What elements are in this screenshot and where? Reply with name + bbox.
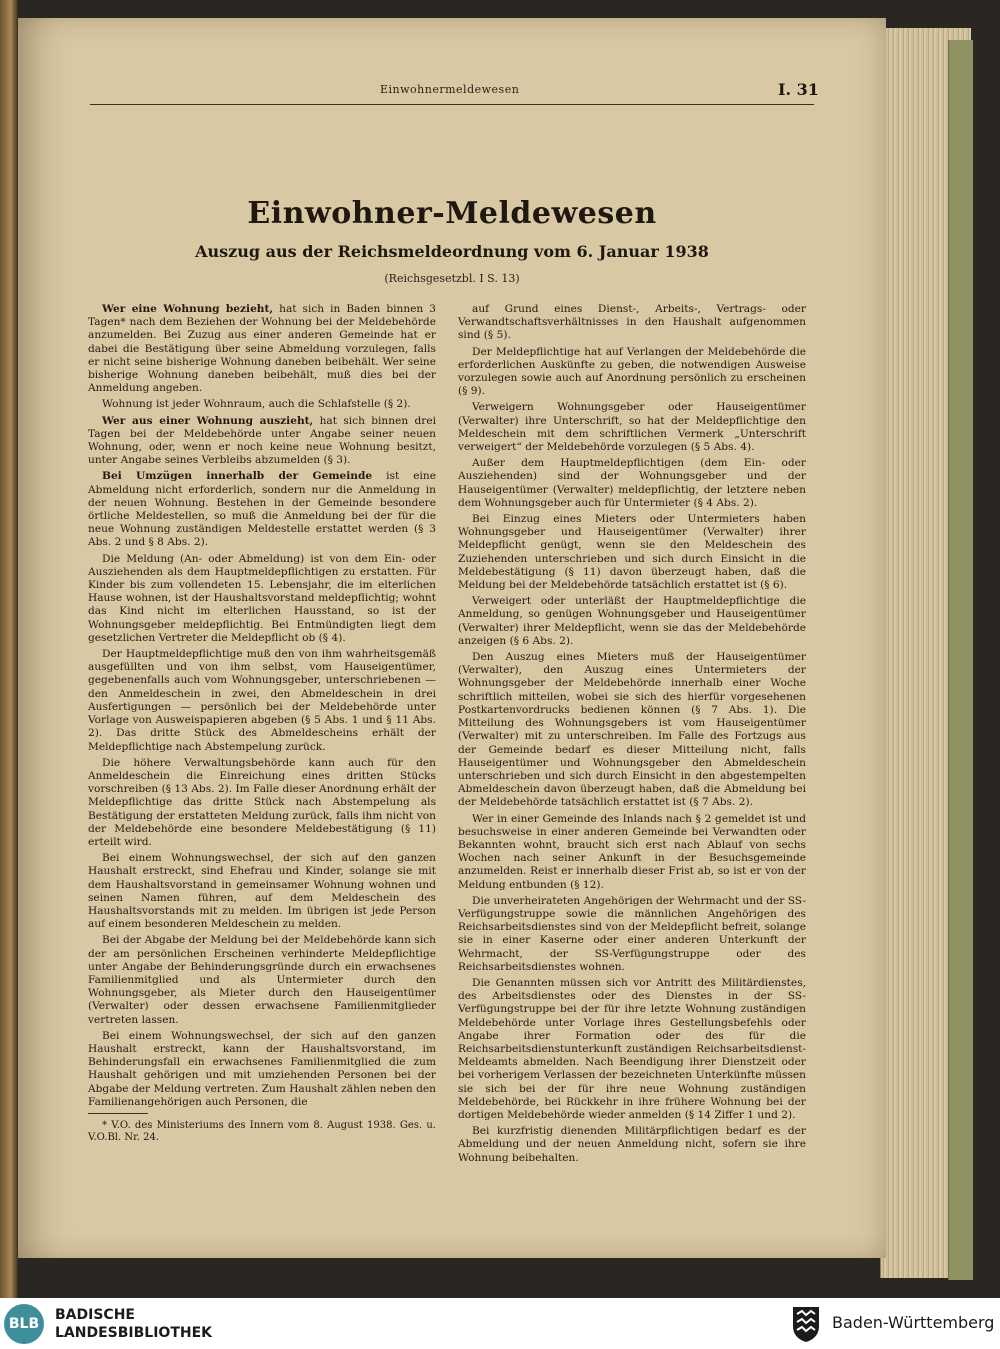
paragraph [88,934,436,1026]
paragraph [458,1125,806,1165]
paragraph-text: auf Grund eines Dienst-, Arbeits-, Vertrags- oder Verwandtschaftsverhältnisses in den Haushalt aufgenommen sind (§ 5). [458,303,806,342]
left-page-edge [0,0,18,1298]
paragraph [88,757,436,849]
paragraph [458,401,806,454]
running-title: Einwohnermeldewesen [380,83,520,96]
paragraph-text: Bei kurzfristig dienenden Militärpflichtigen bedarf es der Abmeldung und der neuen Anmeldung nicht, sofern sie ihre Wohnung beibehalten. [458,1125,806,1164]
paragraph-text: Den Auszug eines Mieters muß der Hauseigentümer (Verwalter), den Auszug eines Untermieters der Wohnungsgeber der Meldebehörde innerhalb einer Woche schriftlich mitteilen, wobei sie sich des hierfür vorgesehenen Postkartenvordrucks bedienen können (§ 7 Abs. 1). Die Mitteilung des Wohnungsgebers ist vom Hauseigentümer (Verwalter) mit zu unterschreiben. Im Falle des Fortzugs aus der Gemeinde bedarf es dieser Mitteilung nicht, falls Hauseigentümer und Wohnungsgeber den Abmeldeschein unterschrieben und sich durch Einsicht in den abgestempelten Abmeldeschein davon überzeugt haben, daß die Abmeldung bei der Meldebehörde tatsächlich erstattet ist (§ 7 Abs. 2). [458,651,806,809]
paragraph [88,1030,436,1109]
paragraph [458,595,806,648]
source-citation: (Reichsgesetzbl. I S. 13) [384,272,520,285]
bw-label[interactable]: Baden-Württemberg [832,1313,995,1332]
paragraph-text: hat sich binnen drei Tagen bei der Meldebehörde unter Angabe seiner neuen Wohnung, oder, wenn er noch keine neue Wohnung besitzt, unter Angabe seines Verbleibs abzumelden (§ 3). [88,414,436,467]
paragraph-text: Die höhere Verwaltungsbehörde kann auch für den Anmeldeschein die Einreichung eines dritten Stücks vorschreiben (§ 13 Abs. 2). Im Falle dieser Anordnung erhält der Meldepflichtige das dritte Stück nach Abstempelung als Bestätigung der erstatteten Meldung zurück, falls ihm nicht von der Meldebehörde eine besondere Meldebestätigung (§ 11) erteilt wird. [88,756,436,848]
blb-logo[interactable]: BLB [4,1304,44,1344]
paragraph [458,895,806,974]
paragraph [458,513,806,592]
left-column [88,303,436,1112]
paragraph-text: Verweigern Wohnungsgeber oder Hauseigentümer (Verwalter) ihre Unterschrift, so hat der Meldepflichtige den Meldeschein mit dem schriftlichen Vermerk „Unterschrift verweigert“ der Meldebehörde vorzulegen (§ 5 Abs. 4). [458,401,806,454]
paragraph-text: Wer in einer Gemeinde des Inlands nach § 2 gemeldet ist und besuchsweise in einer anderen Gemeinde bei Verwandten oder Bekannten wohnt, braucht sich erst nach Ablauf von sechs Wochen nach seiner Ankunft in der Besuchsgemeinde anzumelden. Reist er innerhalb dieser Frist ab, so ist er von der Meldung entbunden (§ 12). [458,812,806,891]
paragraph [88,852,436,931]
paragraph-text: hat sich in Baden binnen 3 Tagen* nach dem Beziehen der Wohnung bei der Meldebehörde anzumelden. Bei Zuzug aus einer anderen Gemeinde hat er dabei die Bestätigung über seine Abmeldung vorzulegen, falls er nicht seine bisherige Wohnung daneben beibehält. Wer seine bisherige Wohnung daneben beibehält, muß dies bei der Anmeldung angeben. [88,303,437,395]
book-cover [948,40,973,1280]
paragraph [88,303,436,395]
paragraph-lead: Wer eine Wohnung bezieht, [102,303,274,315]
main-title: Einwohner-Meldewesen [247,196,657,231]
paragraph [88,470,436,549]
paragraph-text: Außer dem Hauptmeldepflichtigen (dem Ein- oder Ausziehenden) sind der Wohnungsgeber und der Hauseigentümer (Verwalter) meldepflichtig, der letztere neben dem Wohnungsgeber auch für Untermieter (§ 4 Abs. 2). [458,457,806,509]
page-number: I. 31 [778,80,819,99]
paragraph [458,303,806,343]
paragraph-text: Die unverheirateten Angehörigen der Wehrmacht und der SS-Verfügungstruppe sowie die männlichen Angehörigen des Reichsarbeitsdienstes sind von der Meldepflicht befreit, solange sie in einer Kaserne oder einer anderen Unterkunft der Wehrmacht, der SS-Verfügungstruppe oder des Reichsarbeitsdienstes wohnen. [458,894,806,973]
paragraph-text: Wohnung ist jeder Wohnraum, auch die Schlafstelle (§ 2). [102,398,411,411]
paragraph [458,813,806,892]
paragraph-text: Bei der Abgabe der Meldung bei der Meldebehörde kann sich der am persönlichen Erscheinen verhinderte Meldepflichtige unter Angabe der Behinderungsgründe durch ein erwachsenes Familienmitglied und als Untermieter durch den Wohnungsgeber, als Mieter durch den Hauseigentümer (Verwalter) oder dessen erwachsene Familienmitglieder vertreten lassen. [88,934,436,1026]
blb-line1: BADISCHE [55,1307,135,1323]
paragraph-text: Der Hauptmeldepflichtige muß den von ihm wahrheitsgemäß ausgefüllten und von ihm selbst, vom Hauseigentümer, gegebenenfalls auch vom Wohnungsgeber, unterschriebenen — den Anmeldeschein in zwei, den Abmeldeschein in drei Ausfertigungen — persönlich bei der Meldebehörde unter Vorlage von Ausweispapieren abgeben (§ 5 Abs. 1 und § 11 Abs. 2). Das dritte Stück des Abmeldescheins erhält der Meldepflichtige nach Abstempelung zurück. [88,648,436,753]
paragraph [458,457,806,510]
blb-name[interactable] [55,1306,212,1342]
paragraph-text: Der Meldepflichtige hat auf Verlangen der Meldebehörde die erforderlichen Auskünfte zu geben, die notwendigen Ausweise vorzulegen sowie auch auf Anordnung persönlich zu erscheinen (§ 9). [458,345,806,398]
footnote-rule [88,1113,148,1114]
paragraph-text: Bei einem Wohnungswechsel, der sich auf den ganzen Haushalt erstreckt, kann der Haushaltsvorstand, im Behinderungsfall ein erwachsenes Familienmitglied die zum Haushalt gehörigen und mit umziehenden Personen bei der Abgabe der Meldung vertreten. Zum Haushalt zählen neben den Familienangehörigen auch Personen, die [88,1029,436,1108]
paragraph-text: Die Genannten müssen sich vor Antritt des Militärdienstes, des Arbeitsdienstes oder des Dienstes in der SS-Verfügungstruppe bei der für ihre letzte Wohnung zuständigen Meldebehörde unter Vorlage ihres Gestellungsbefehls oder Angabe ihrer Formation oder des für die Reichsarbeitsdienstunterkunft zuständigen Reichsarbeitsdienst-Meldeamts abmelden. Nach Beendigung ihrer Dienstzeit oder bei vorherigem Verlassen der bezeichneten Unterkünfte müssen sie sich bei der für ihre neue Wohnung zuständigen Meldebehörde, bei Rückkehr in ihre frühere Wohnung bei der dortigen Meldebehörde wieder anmelden (§ 14 Ziffer 1 und 2). [458,976,806,1121]
paragraph-lead: Wer aus einer Wohnung auszieht, [102,414,314,427]
footer-bar [0,1298,1000,1349]
paragraph-text: Bei Einzug eines Mieters oder Untermieters haben Wohnungsgeber und Hauseigentümer (Verwalter) ihrer Meldepflicht genügt, wenn sie den Meldeschein des Zuziehenden unterschrieben und sich durch Einsicht in die Meldebestätigung (§ 11) davon überzeugt haben, daß die Meldung bei der Meldebehörde tatsächlich erstattet ist (§ 6). [458,513,806,592]
coat-of-arms-icon [790,1304,822,1344]
paragraph-lead: Bei Umzügen innerhalb der Gemeinde [102,470,373,483]
paragraph-text: Verweigert oder unterläßt der Hauptmeldepflichtige die Anmeldung, so genügen Wohnungsgeber und Hauseigentümer (Verwalter) ihrer Meldepflicht, wenn sie das der Meldebehörde anzeigen (§ 6 Abs. 2). [458,595,806,647]
paragraph [88,398,436,411]
paragraph [88,415,436,468]
paragraph [88,553,436,645]
paragraph [458,346,806,399]
subtitle: Auszug aus der Reichsmeldeordnung vom 6. Januar 1938 [195,242,709,261]
right-column [458,303,806,1168]
blb-line2: LANDESBIBLIOTHEK [55,1325,213,1341]
paragraph-text: ist eine Abmeldung nicht erforderlich, sondern nur die Anmeldung in der neuen Wohnung. Bestehen in der Gemeinde besondere örtliche Meldestellen, so muß die Anmeldung bei der für die neue Wohnung zuständigen Meldestelle erstattet werden (§ 3 Abs. 2 und § 8 Abs. 2). [88,470,436,549]
paragraph [88,648,436,754]
paragraph [458,977,806,1122]
paragraph-text: Bei einem Wohnungswechsel, der sich auf den ganzen Haushalt erstreckt, sind Ehefrau und Kinder, solange sie mit dem Haushaltsvorstand in gemeinsamer Wohnung wohnen und seinen Namen führen, auf dem Meldeschein des Haushaltsvorstands mit zu melden. Im übrigen ist jede Person auf einem besonderen Meldeschein zu melden. [88,852,436,931]
footnote: * V.O. des Ministeriums des Innern vom 8. August 1938. Ges. u. V.O.Bl. Nr. 24. [88,1120,436,1143]
paragraph-text: Die Meldung (An- oder Abmeldung) ist von dem Ein- oder Ausziehenden als dem Hauptmeldepflichtigen zu erstatten. Für Kinder bis zum vollendeten 15. Lebensjahr, die im elterlichen Hause wohnen, ist der Haushaltsvorstand meldepflichtig; wohnt das Kind nicht im elterlichen Hausstand, so ist der Wohnungsgeber meldepflichtig. Bei Entmündigten liegt dem gesetzlichen Vertreter die Meldepflicht ob (§ 4). [88,552,436,644]
header-rule [90,104,814,105]
paragraph [458,651,806,809]
